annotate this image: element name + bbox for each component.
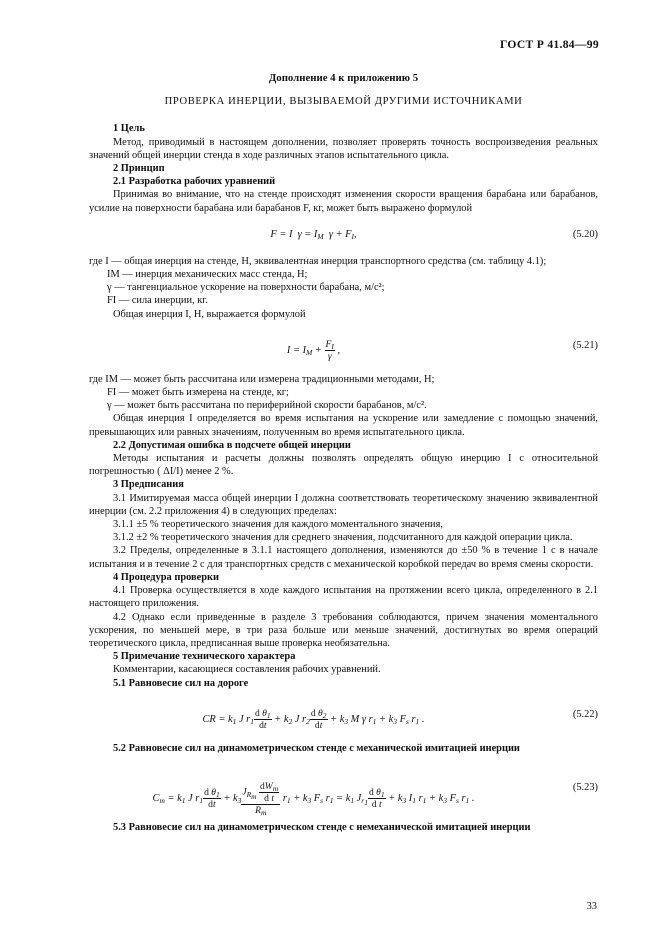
total-inertia-text: Общая инерция I, Н, выражается формулой: [113, 308, 306, 320]
section-5-3-heading: 5.3 Равновесие сил на динамометрическом стенде с немеханической имитацией инерции: [113, 821, 531, 833]
page-number: 33: [586, 901, 597, 912]
definition-gamma: γ — тангенциальное ускорение на поверхности барабана, м/с²;: [107, 282, 385, 294]
paragraph-3-2: 3.2 Пределы, определенные в 3.1.1 настоящего дополнения, изменяются до ±50 % в течение 1 с в начале испытания и в течение 2 с для транспортных средств с механической коробкой передач во время смены скорости.: [89, 545, 598, 570]
equation-5-22-number: (5.22): [572, 708, 598, 720]
section-1-text: Метод, приводимый в настоящем дополнении, позволяет проверять точность воспроизведения реальных значений общей инерции стенда в ходе различных этапов испытательного цикла.: [89, 136, 598, 161]
paragraph-4-1: 4.1 Проверка осуществляется в ходе каждого испытания на протяжении всего цикла, определенного в 2.1 настоящего приложения.: [89, 585, 598, 610]
definition2-gamma: γ — может быть рассчитана по периферийной скорости барабанов, м/с².: [107, 400, 427, 412]
definition-FI: FI — сила инерции, кг.: [107, 295, 208, 307]
equation-5-22: [89, 696, 598, 736]
equation-5-21-number: (5.21): [572, 339, 598, 351]
equation-5-21: [89, 327, 598, 367]
document-id: ГОСТ Р 41.84—99: [499, 38, 599, 51]
definition2-FI: FI — может быть измерена на стенде, кг;: [107, 387, 289, 399]
section-5-heading: 5 Примечание технического характера: [113, 651, 296, 663]
section-2-heading: 2 Принцип: [113, 163, 165, 175]
section-1-heading: 1 Цель: [113, 123, 145, 135]
total-inertia-determined: Общая инерция I определяется во время испытания на ускорение или замедление с помощью значений, превышающих или равных значениям, полученным во время испытательного цикла.: [89, 413, 598, 438]
definition2-IM: где IM — может быть рассчитана или измерена традиционными методами, Н;: [89, 373, 435, 385]
paragraph-4-2: 4.2 Однако если приведенные в разделе 3 требования соблюдаются, причем значения моментального ускорения, по меньшей мере, в три раза больше или меньше значений, достигнутых во время операций теоретического цикла, предписанная выше проверка необязательна.: [89, 611, 598, 649]
section-5-1-heading: 5.1 Равновесие сил на дороге: [113, 677, 249, 689]
paragraph-3-1-1: 3.1.1 ±5 % теоретического значения для каждого моментального значения,: [113, 519, 443, 531]
appendix-subtitle: ПРОВЕРКА ИНЕРЦИИ, ВЫЗЫВАЕМОЙ ДРУГИМИ ИСТОЧНИКАМИ: [164, 96, 523, 108]
paragraph-3-1: 3.1 Имитируемая масса общей инерции I должна соответствовать теоретическому значению эквивалентной инерции (см. 2.2 приложения 4) в следующих пределах:: [89, 492, 598, 517]
equation-5-23: [89, 761, 598, 815]
section-2-1-text: Принимая во внимание, что на стенде происходят изменения скорости вращения барабана или барабанов, усилие на поверхности барабана или барабанов F, кг, может быть выражено формулой: [89, 189, 598, 214]
definition-I: где I — общая инерция на стенде, Н, эквивалентная инерция транспортного средства (см. таблицу 4.1);: [89, 255, 547, 267]
section-2-2-heading: 2.2 Допустимая ошибка в подсчете общей инерции: [113, 439, 351, 451]
equation-5-23-expression: $C_m = k_1$ J $r_1$ $\frac{d \theta_1}{dt}$ + $k_3$ $J_{R_m}$ $\frac{dW_m}{\text{d t}}$ $R_m$ $r_1 + k_3$ $F_s$ $r_1 = k_1$ $J_{r_1}$ $\frac{d \theta_1}{\text{d t}}$ + $k_3$ $I_1$ $r_1 + k_3$ $F_s$ $r_1$ .: [152, 780, 475, 817]
paragraph-3-1-2: 3.1.2 ±2 % теоретического значения для среднего значения, подсчитанного для каждой операции цикла.: [113, 532, 573, 544]
equation-5-23-number: (5.23): [572, 781, 598, 793]
equation-5-22-expression: CR = $k_1$ J $r_1$ $\frac{d \theta_1}{dt}$ + $k_2$ J $r_2$ $\frac{d \theta_2}{dt}$ + $k_3$ M γ $r_1 + k_3$ $F_s$ $r_1$ .: [202, 707, 425, 731]
section-2-1-heading: 2.1 Разработка рабочих уравнений: [113, 176, 276, 188]
section-4-heading: 4 Процедура проверки: [113, 571, 220, 583]
equation-5-20-expression: F = I $\gamma = I_M$ $\gamma + F_I$,: [270, 228, 357, 241]
appendix-title: Дополнение 4 к приложению 5: [268, 72, 419, 84]
page-content: [89, 72, 598, 834]
section-5-intro: Комментарии, касающиеся составления рабочих уравнений.: [113, 664, 381, 676]
equation-5-20-number: (5.20): [572, 228, 598, 240]
section-2-2-text: Методы испытания и расчеты должны позволять определять общую инерцию I с относительной погрешностью ( ΔI/I) менее 2 %.: [89, 453, 598, 478]
equation-5-20: [89, 221, 598, 249]
section-5-2-heading: 5.2 Равновесие сил на динамометрическом стенде с механической имитацией инерции: [113, 742, 520, 754]
section-3-heading: 3 Предписания: [113, 479, 184, 491]
definition-IM: IM — инерция механических масс стенда, Н;: [107, 269, 308, 281]
equation-5-21-expression: $I = I_M$ + $\frac{F_I}{\gamma}$ ,: [286, 338, 341, 362]
